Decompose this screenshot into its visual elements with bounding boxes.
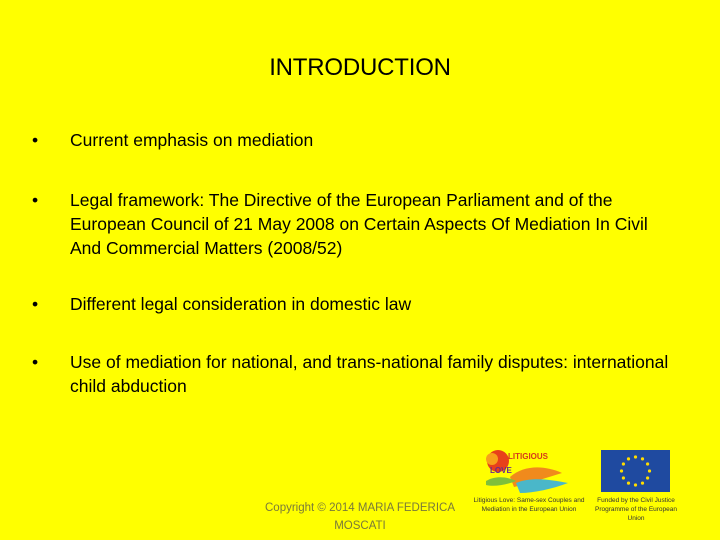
project-caption: Litigious Love: Same-sex Couples and Mediation in the European Union xyxy=(473,497,585,513)
bullet-item xyxy=(28,350,678,398)
bullet-dot: • xyxy=(32,190,39,210)
eu-flag-logo xyxy=(601,450,670,492)
bullet-item xyxy=(28,188,678,260)
bullet-dot: • xyxy=(32,294,39,314)
bullet-text: Different legal consideration in domestic law xyxy=(70,294,412,314)
bullet-text: Legal framework: The Directive of the European Parliament and of the European Council of 21 May 2008 on Certain Aspects Of Mediation In Civil And Commercial Matters (2008/52) xyxy=(70,190,648,258)
slide-title: INTRODUCTION xyxy=(269,54,451,81)
bullet-dot: • xyxy=(32,130,39,150)
bullet-item xyxy=(28,128,678,152)
litigious-love-logo xyxy=(482,447,572,495)
bullet-text: Current emphasis on mediation xyxy=(70,130,314,150)
bullet-item xyxy=(28,292,678,316)
bullet-text: Use of mediation for national, and trans-national family disputes: international child abduction xyxy=(70,352,669,396)
svg-text:LITIGIOUS: LITIGIOUS xyxy=(508,452,548,461)
svg-text:LOVE: LOVE xyxy=(490,466,512,475)
eu-caption: Funded by the Civil Justice Programme of the European Union xyxy=(594,497,678,522)
bullet-dot: • xyxy=(32,352,39,372)
copyright-text: Copyright © 2014 MARIA FEDERICA MOSCATI xyxy=(265,502,455,532)
